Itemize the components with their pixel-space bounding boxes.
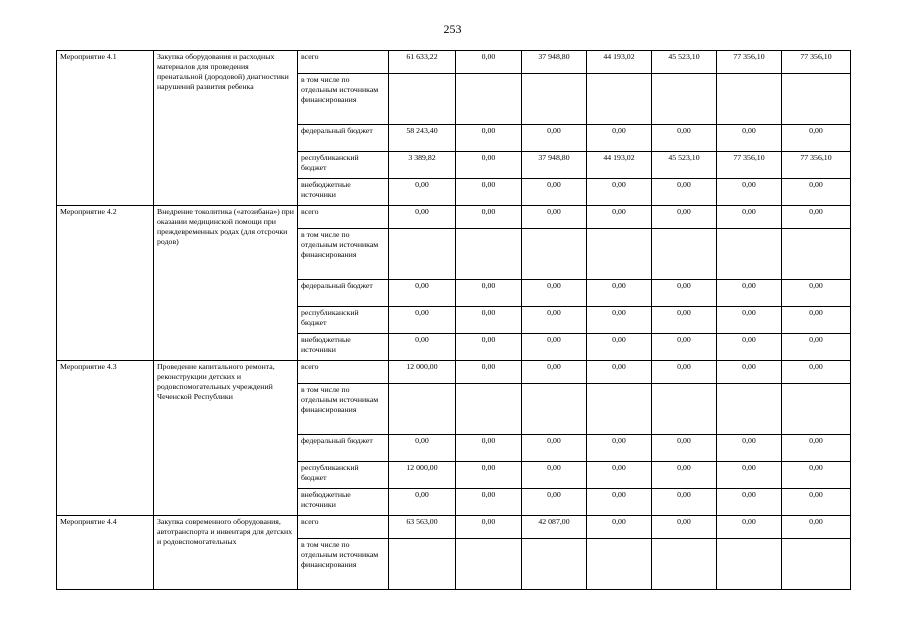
amount-cell: 0,00 bbox=[587, 435, 652, 462]
amount-cell bbox=[652, 74, 717, 125]
funding-source: всего bbox=[298, 361, 389, 384]
amount-cell bbox=[587, 229, 652, 280]
amount-cell bbox=[522, 229, 587, 280]
amount-cell: 0,00 bbox=[652, 489, 717, 516]
table-row bbox=[57, 51, 851, 74]
amount-cell: 77 356,10 bbox=[782, 51, 851, 74]
amount-cell bbox=[652, 384, 717, 435]
amount-cell bbox=[652, 229, 717, 280]
amount-cell: 0,00 bbox=[782, 462, 851, 489]
amount-cell: 0,00 bbox=[522, 179, 587, 206]
measure-description: Закупка оборудования и расходных материалов для проведения пренатальной (дородовой) диагностики нарушений развития ребенка bbox=[154, 51, 298, 206]
amount-cell: 0,00 bbox=[652, 206, 717, 229]
measure-label: Мероприятие 4.1 bbox=[57, 51, 154, 206]
funding-source: всего bbox=[298, 51, 389, 74]
funding-source: внебюджетные источники bbox=[298, 489, 389, 516]
budget-table bbox=[56, 50, 851, 590]
funding-source: федеральный бюджет bbox=[298, 125, 389, 152]
funding-source: в том числе по отдельным источникам финансирования bbox=[298, 229, 389, 280]
amount-cell: 0,00 bbox=[717, 280, 782, 307]
amount-cell: 0,00 bbox=[652, 179, 717, 206]
amount-cell: 0,00 bbox=[782, 206, 851, 229]
amount-cell: 0,00 bbox=[587, 307, 652, 334]
amount-cell bbox=[782, 539, 851, 590]
amount-cell: 0,00 bbox=[522, 125, 587, 152]
amount-cell: 0,00 bbox=[456, 307, 522, 334]
amount-cell: 0,00 bbox=[717, 125, 782, 152]
amount-cell bbox=[717, 539, 782, 590]
amount-cell bbox=[587, 74, 652, 125]
amount-cell bbox=[717, 384, 782, 435]
measure-label: Мероприятие 4.2 bbox=[57, 206, 154, 361]
amount-cell bbox=[717, 229, 782, 280]
amount-cell bbox=[456, 74, 522, 125]
amount-cell: 0,00 bbox=[717, 462, 782, 489]
funding-source: федеральный бюджет bbox=[298, 280, 389, 307]
amount-cell: 45 523,10 bbox=[652, 51, 717, 74]
amount-cell bbox=[389, 229, 456, 280]
amount-cell: 0,00 bbox=[782, 179, 851, 206]
table-row bbox=[57, 516, 851, 539]
measure-label: Мероприятие 4.3 bbox=[57, 361, 154, 516]
amount-cell: 0,00 bbox=[389, 489, 456, 516]
amount-cell: 0,00 bbox=[456, 516, 522, 539]
funding-source: всего bbox=[298, 516, 389, 539]
amount-cell: 0,00 bbox=[782, 361, 851, 384]
amount-cell: 0,00 bbox=[587, 179, 652, 206]
amount-cell: 0,00 bbox=[456, 125, 522, 152]
amount-cell bbox=[389, 384, 456, 435]
amount-cell: 45 523,10 bbox=[652, 152, 717, 179]
amount-cell: 0,00 bbox=[587, 489, 652, 516]
amount-cell: 0,00 bbox=[717, 489, 782, 516]
amount-cell: 0,00 bbox=[587, 280, 652, 307]
amount-cell: 0,00 bbox=[389, 307, 456, 334]
amount-cell: 44 193,02 bbox=[587, 152, 652, 179]
table-row bbox=[57, 206, 851, 229]
amount-cell bbox=[456, 384, 522, 435]
funding-source: республиканский бюджет bbox=[298, 462, 389, 489]
funding-source: в том числе по отдельным источникам финансирования bbox=[298, 74, 389, 125]
measure-label: Мероприятие 4.4 bbox=[57, 516, 154, 590]
amount-cell bbox=[389, 539, 456, 590]
amount-cell: 0,00 bbox=[782, 307, 851, 334]
amount-cell: 0,00 bbox=[717, 206, 782, 229]
table-row bbox=[57, 361, 851, 384]
amount-cell: 0,00 bbox=[652, 516, 717, 539]
amount-cell: 0,00 bbox=[717, 435, 782, 462]
amount-cell bbox=[389, 74, 456, 125]
amount-cell bbox=[456, 539, 522, 590]
amount-cell: 0,00 bbox=[522, 280, 587, 307]
amount-cell: 0,00 bbox=[652, 307, 717, 334]
amount-cell: 0,00 bbox=[782, 334, 851, 361]
amount-cell: 0,00 bbox=[522, 361, 587, 384]
amount-cell: 0,00 bbox=[782, 516, 851, 539]
funding-source: внебюджетные источники bbox=[298, 334, 389, 361]
amount-cell: 0,00 bbox=[652, 462, 717, 489]
amount-cell: 0,00 bbox=[587, 516, 652, 539]
amount-cell: 0,00 bbox=[587, 125, 652, 152]
amount-cell: 0,00 bbox=[652, 361, 717, 384]
amount-cell: 0,00 bbox=[522, 462, 587, 489]
amount-cell: 0,00 bbox=[782, 489, 851, 516]
amount-cell: 0,00 bbox=[389, 435, 456, 462]
funding-source: в том числе по отдельным источникам финансирования bbox=[298, 539, 389, 590]
amount-cell: 0,00 bbox=[456, 179, 522, 206]
funding-source: республиканский бюджет bbox=[298, 307, 389, 334]
amount-cell: 0,00 bbox=[652, 280, 717, 307]
amount-cell: 0,00 bbox=[717, 361, 782, 384]
amount-cell: 58 243,40 bbox=[389, 125, 456, 152]
funding-source: всего bbox=[298, 206, 389, 229]
amount-cell: 0,00 bbox=[389, 179, 456, 206]
amount-cell: 0,00 bbox=[389, 280, 456, 307]
amount-cell: 0,00 bbox=[587, 361, 652, 384]
amount-cell bbox=[782, 229, 851, 280]
amount-cell: 44 193,02 bbox=[587, 51, 652, 74]
amount-cell: 3 389,82 bbox=[389, 152, 456, 179]
amount-cell: 0,00 bbox=[522, 206, 587, 229]
amount-cell: 0,00 bbox=[456, 152, 522, 179]
funding-source: республиканский бюджет bbox=[298, 152, 389, 179]
amount-cell: 0,00 bbox=[456, 51, 522, 74]
amount-cell: 77 356,10 bbox=[782, 152, 851, 179]
amount-cell bbox=[782, 384, 851, 435]
amount-cell: 0,00 bbox=[456, 435, 522, 462]
amount-cell: 0,00 bbox=[782, 125, 851, 152]
amount-cell bbox=[522, 384, 587, 435]
amount-cell: 0,00 bbox=[717, 516, 782, 539]
amount-cell: 37 948,80 bbox=[522, 152, 587, 179]
amount-cell: 0,00 bbox=[456, 462, 522, 489]
amount-cell: 0,00 bbox=[522, 334, 587, 361]
amount-cell: 0,00 bbox=[456, 206, 522, 229]
amount-cell: 0,00 bbox=[587, 462, 652, 489]
amount-cell: 0,00 bbox=[389, 334, 456, 361]
amount-cell bbox=[456, 229, 522, 280]
amount-cell: 61 633,22 bbox=[389, 51, 456, 74]
amount-cell bbox=[522, 74, 587, 125]
table-body bbox=[57, 51, 851, 590]
funding-source: внебюджетные источники bbox=[298, 179, 389, 206]
amount-cell: 0,00 bbox=[782, 435, 851, 462]
measure-description: Закупка современного оборудования, автотранспорта и инвентаря для детских и родовспомогательных bbox=[154, 516, 298, 590]
amount-cell bbox=[587, 384, 652, 435]
amount-cell: 0,00 bbox=[456, 334, 522, 361]
amount-cell: 12 000,00 bbox=[389, 462, 456, 489]
amount-cell bbox=[652, 539, 717, 590]
amount-cell: 12 000,00 bbox=[389, 361, 456, 384]
funding-source: в том числе по отдельным источникам финансирования bbox=[298, 384, 389, 435]
amount-cell: 0,00 bbox=[522, 435, 587, 462]
measure-description: Внедрение токолитика («атозибана») при оказании медицинской помощи при преждевременных родах (для отсрочки родов) bbox=[154, 206, 298, 361]
amount-cell: 0,00 bbox=[717, 179, 782, 206]
amount-cell: 42 087,00 bbox=[522, 516, 587, 539]
amount-cell: 37 948,80 bbox=[522, 51, 587, 74]
amount-cell: 0,00 bbox=[652, 334, 717, 361]
amount-cell: 0,00 bbox=[652, 435, 717, 462]
amount-cell: 0,00 bbox=[717, 334, 782, 361]
amount-cell: 63 563,00 bbox=[389, 516, 456, 539]
amount-cell: 0,00 bbox=[456, 280, 522, 307]
amount-cell: 77 356,10 bbox=[717, 152, 782, 179]
amount-cell: 0,00 bbox=[782, 280, 851, 307]
amount-cell: 0,00 bbox=[587, 206, 652, 229]
amount-cell bbox=[782, 74, 851, 125]
amount-cell: 0,00 bbox=[389, 206, 456, 229]
amount-cell: 77 356,10 bbox=[717, 51, 782, 74]
amount-cell: 0,00 bbox=[587, 334, 652, 361]
amount-cell bbox=[587, 539, 652, 590]
amount-cell bbox=[522, 539, 587, 590]
measure-description: Проведение капитального ремонта, реконструкции детских и родовспомогательных учреждений Чеченской Республики bbox=[154, 361, 298, 516]
amount-cell: 0,00 bbox=[652, 125, 717, 152]
funding-source: федеральный бюджет bbox=[298, 435, 389, 462]
amount-cell: 0,00 bbox=[456, 361, 522, 384]
amount-cell: 0,00 bbox=[522, 489, 587, 516]
amount-cell: 0,00 bbox=[456, 489, 522, 516]
page-number: 253 bbox=[443, 22, 462, 36]
amount-cell: 0,00 bbox=[717, 307, 782, 334]
amount-cell bbox=[717, 74, 782, 125]
amount-cell: 0,00 bbox=[522, 307, 587, 334]
